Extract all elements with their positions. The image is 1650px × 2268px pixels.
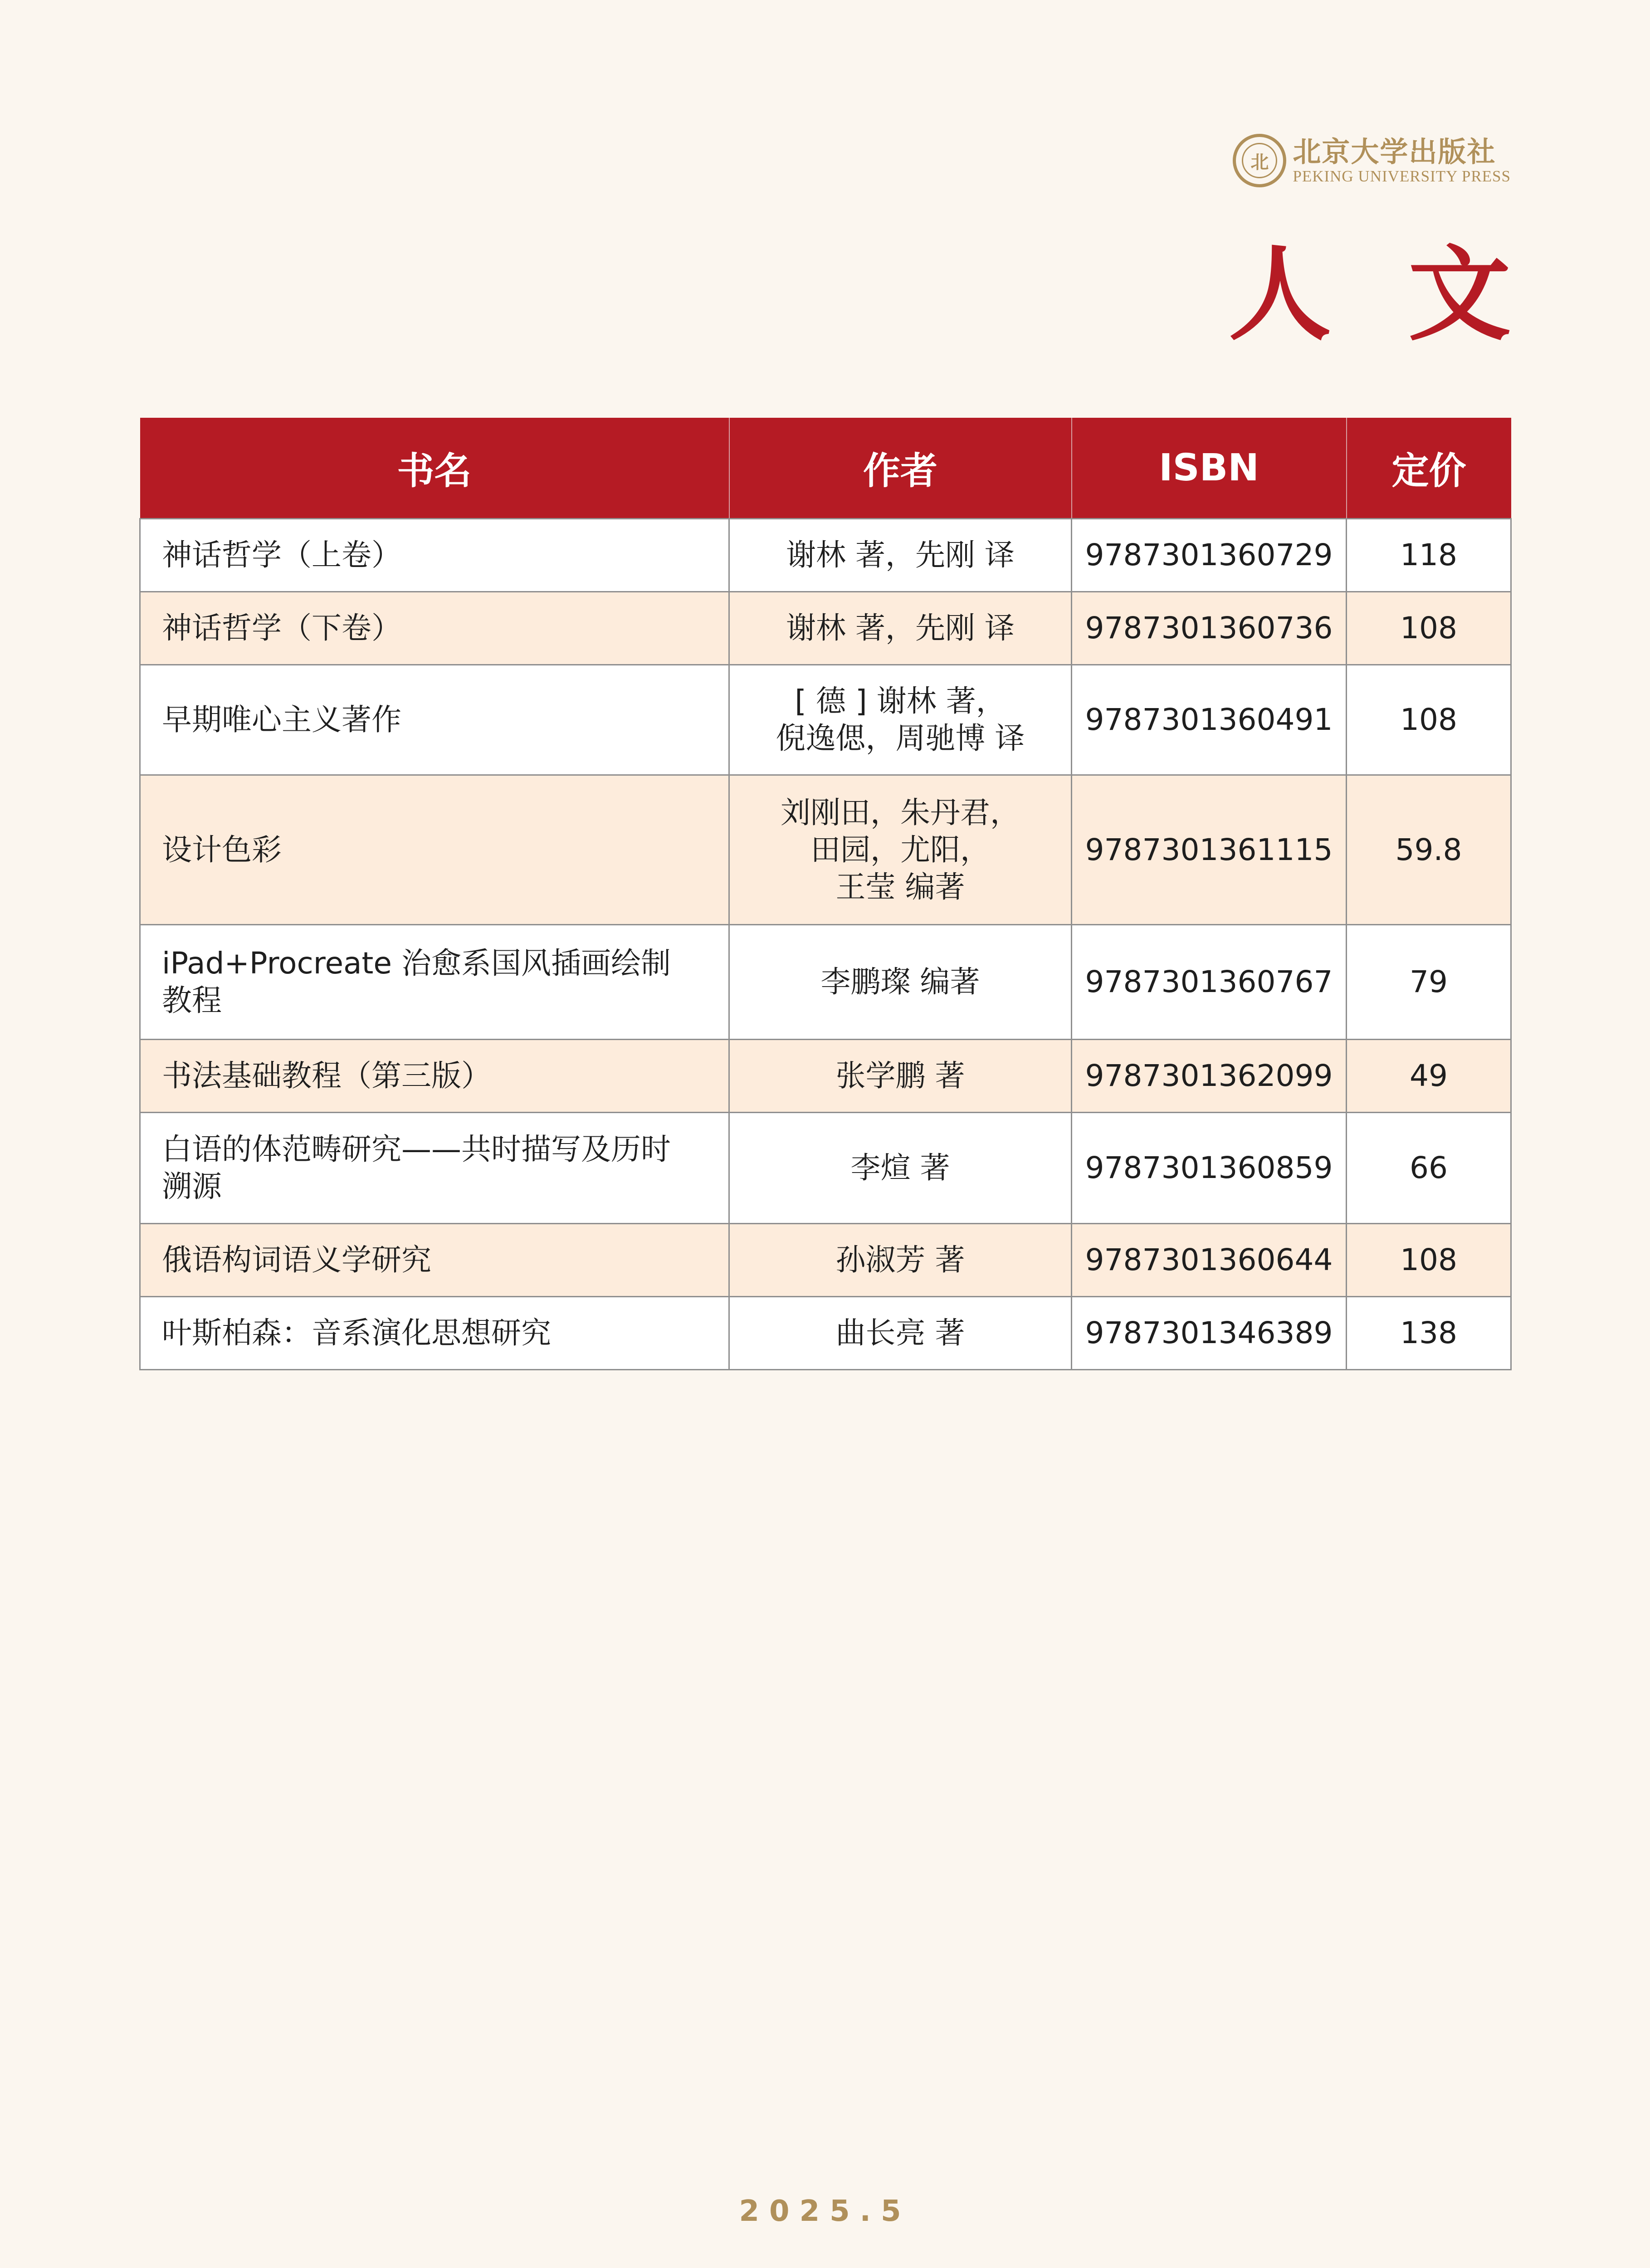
header-title: 书名 [140, 418, 729, 519]
book-rows [140, 519, 1511, 1370]
book-isbn-cell: 9787301362099 [1072, 1040, 1347, 1113]
book-isbn-cell: 9787301360491 [1072, 665, 1347, 775]
book-isbn-cell: 9787301360644 [1072, 1224, 1347, 1297]
table-row [140, 1224, 1511, 1297]
table-row [140, 665, 1511, 775]
book-author-cell: 曲长亮 著 [729, 1297, 1072, 1370]
book-title-cell: 白语的体范畴研究——共时描写及历时 溯源 [140, 1113, 729, 1224]
book-price-cell: 66 [1347, 1113, 1511, 1224]
book-title-cell: 神话哲学（上卷） [140, 519, 729, 592]
header-price: 定价 [1347, 418, 1511, 519]
book-author-cell: 谢林 著，先刚 译 [729, 519, 1072, 592]
publisher-logo [1233, 134, 1511, 187]
book-isbn-cell: 9787301361115 [1072, 775, 1347, 925]
book-author-cell: 李煊 著 [729, 1113, 1072, 1224]
book-price-cell: 108 [1347, 1224, 1511, 1297]
book-author-cell: [ 德 ] 谢林 著， 倪逸偲，周驰博 译 [729, 665, 1072, 775]
table-row [140, 592, 1511, 665]
book-isbn-cell: 9787301360767 [1072, 925, 1347, 1040]
book-author-cell: 孙淑芳 著 [729, 1224, 1072, 1297]
table-row [140, 925, 1511, 1040]
book-price-cell: 108 [1347, 665, 1511, 775]
book-price-cell: 108 [1347, 592, 1511, 665]
table-row [140, 1113, 1511, 1224]
seal-emblem-icon: 北 [1242, 143, 1277, 178]
table-row [140, 775, 1511, 925]
header-author: 作者 [729, 418, 1072, 519]
book-author-cell: 李鹏璨 编著 [729, 925, 1072, 1040]
table-row [140, 1297, 1511, 1370]
book-isbn-cell: 9787301360859 [1072, 1113, 1347, 1224]
book-isbn-cell: 9787301360729 [1072, 519, 1347, 592]
book-title-cell: 早期唯心主义著作 [140, 665, 729, 775]
publisher-name-block [1293, 136, 1511, 185]
publisher-name-en: PEKING UNIVERSITY PRESS [1293, 167, 1511, 185]
book-price-cell: 49 [1347, 1040, 1511, 1113]
book-isbn-cell: 9787301360736 [1072, 592, 1347, 665]
book-price-cell: 138 [1347, 1297, 1511, 1370]
book-title-cell: 神话哲学（下卷） [140, 592, 729, 665]
book-table [139, 418, 1512, 1370]
book-price-cell: 79 [1347, 925, 1511, 1040]
book-price-cell: 118 [1347, 519, 1511, 592]
book-title-cell: 设计色彩 [140, 775, 729, 925]
table-row [140, 1040, 1511, 1113]
section-title: 人文 [1228, 235, 1588, 355]
book-author-cell: 张学鹏 著 [729, 1040, 1072, 1113]
book-title-cell: 书法基础教程（第三版） [140, 1040, 729, 1113]
table-header-row [140, 418, 1511, 519]
book-title-cell: iPad+Procreate 治愈系国风插画绘制 教程 [140, 925, 729, 1040]
book-title-cell: 俄语构词语义学研究 [140, 1224, 729, 1297]
book-author-cell: 谢林 著，先刚 译 [729, 592, 1072, 665]
book-price-cell: 59.8 [1347, 775, 1511, 925]
university-seal-icon [1233, 134, 1286, 187]
book-isbn-cell: 9787301346389 [1072, 1297, 1347, 1370]
table-row [140, 519, 1511, 592]
book-author-cell: 刘刚田，朱丹君， 田园，尤阳， 王莹 编著 [729, 775, 1072, 925]
book-title-cell: 叶斯柏森：音系演化思想研究 [140, 1297, 729, 1370]
header-isbn: ISBN [1072, 418, 1347, 519]
publisher-name-cn: 北京大学出版社 [1293, 135, 1496, 168]
publication-date: 2025.5 [739, 2195, 911, 2228]
